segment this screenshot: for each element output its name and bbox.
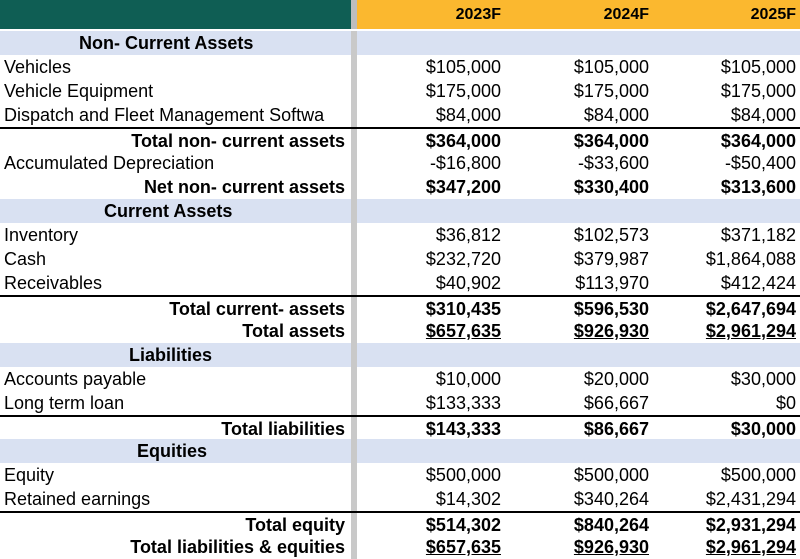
section-cell[interactable] — [357, 31, 505, 55]
row-label[interactable]: Net non- current assets — [143, 177, 345, 197]
section-row-liabilities — [0, 343, 800, 367]
value-2024[interactable]: $379,987 — [573, 249, 649, 269]
section-title-equities: Equities — [137, 441, 208, 461]
row-label[interactable]: Inventory — [4, 225, 79, 245]
row-net-noncurrent — [0, 175, 800, 199]
year-2023-header[interactable]: 2023F — [357, 0, 505, 29]
row-label[interactable]: Cash — [4, 249, 47, 269]
value-2024[interactable]: $340,264 — [573, 489, 649, 509]
section-cell[interactable] — [653, 343, 800, 367]
row-label[interactable]: Retained earnings — [4, 489, 151, 509]
value-2024[interactable]: $175,000 — [573, 81, 649, 101]
row-label[interactable]: Dispatch and Fleet Management Softwa — [4, 105, 325, 125]
row-retained-earnings — [0, 487, 800, 511]
section-title-current: Current Assets — [104, 201, 233, 221]
section-cell[interactable] — [505, 343, 653, 367]
value-2025[interactable]: $2,931,294 — [705, 515, 796, 535]
value-2024[interactable]: -$33,600 — [577, 153, 649, 173]
section-cell[interactable] — [653, 31, 800, 55]
row-accounts-payable — [0, 367, 800, 391]
value-2025[interactable]: $412,424 — [720, 273, 796, 293]
row-label[interactable]: Total assets — [242, 321, 345, 341]
row-label[interactable]: Accounts payable — [4, 369, 147, 389]
value-2025[interactable]: $175,000 — [720, 81, 796, 101]
section-cell[interactable] — [357, 343, 505, 367]
row-label[interactable]: Accumulated Depreciation — [4, 153, 215, 173]
value-2024[interactable]: $86,667 — [583, 419, 649, 439]
value-2023[interactable]: $14,302 — [435, 489, 501, 509]
value-2023[interactable]: $175,000 — [425, 81, 501, 101]
value-2025[interactable]: -$50,400 — [724, 153, 796, 173]
value-2024[interactable]: $364,000 — [573, 131, 649, 151]
value-2024[interactable]: $20,000 — [583, 369, 649, 389]
row-label[interactable]: Total current- assets — [169, 299, 345, 319]
value-2023[interactable]: $10,000 — [435, 369, 501, 389]
row-label[interactable]: Total non- current assets — [131, 131, 345, 151]
value-2023[interactable]: $657,635 — [425, 537, 501, 557]
value-2025[interactable]: $2,961,294 — [705, 321, 796, 341]
row-label[interactable]: Receivables — [4, 273, 103, 293]
row-label[interactable]: Equity — [4, 465, 55, 485]
header-corner-cell[interactable] — [0, 0, 351, 29]
row-total-assets — [0, 319, 800, 343]
section-cell[interactable] — [357, 199, 505, 223]
value-2025[interactable]: $105,000 — [720, 57, 796, 77]
section-cell-liabilities[interactable] — [0, 343, 351, 367]
row-long-term-loan — [0, 391, 800, 415]
section-cell[interactable] — [505, 31, 653, 55]
header-row — [0, 0, 800, 29]
row-total-current — [0, 295, 800, 321]
year-2025-header[interactable]: 2025F — [653, 0, 800, 29]
value-2025[interactable]: $2,961,294 — [705, 537, 796, 557]
row-total-liabilities — [0, 415, 800, 441]
row-cash — [0, 247, 800, 271]
section-cell[interactable] — [653, 439, 800, 463]
row-total-equity — [0, 511, 800, 537]
section-cell[interactable] — [505, 199, 653, 223]
row-label[interactable]: Long term loan — [4, 393, 125, 413]
value-2025[interactable]: $313,600 — [720, 177, 796, 197]
value-2023[interactable]: $143,333 — [425, 419, 501, 439]
value-2024[interactable]: $113,970 — [575, 273, 649, 293]
value-2025[interactable]: $84,000 — [730, 105, 796, 125]
section-title-liabilities: Liabilities — [129, 345, 213, 365]
value-2024[interactable]: $926,930 — [573, 321, 649, 341]
value-2023[interactable]: $232,720 — [425, 249, 501, 269]
section-title-noncurrent: Non- Current Assets — [79, 33, 254, 53]
value-2023[interactable]: -$16,800 — [429, 153, 501, 173]
value-2025[interactable]: $30,000 — [730, 369, 796, 389]
section-row-equities — [0, 439, 800, 463]
row-total-noncurrent — [0, 127, 800, 153]
value-2024[interactable]: $500,000 — [573, 465, 649, 485]
value-2025[interactable]: $500,000 — [720, 465, 796, 485]
value-2024[interactable]: $105,000 — [573, 57, 649, 77]
section-cell-equities[interactable] — [0, 439, 351, 463]
section-cell[interactable] — [505, 439, 653, 463]
value-2025[interactable]: $1,864,088 — [705, 249, 796, 269]
row-label[interactable]: Vehicle Equipment — [4, 81, 154, 101]
row-label[interactable]: Total liabilities & equities — [130, 537, 345, 557]
value-2023[interactable]: $36,812 — [435, 225, 501, 245]
value-2024[interactable]: $66,667 — [583, 393, 649, 413]
value-2025[interactable]: $371,182 — [720, 225, 796, 245]
value-2024[interactable]: $596,530 — [573, 299, 649, 319]
section-cell[interactable] — [357, 439, 505, 463]
row-total-liabilities-equities — [0, 535, 800, 559]
value-2023[interactable]: $105,000 — [425, 57, 501, 77]
row-label[interactable]: Total liabilities — [221, 419, 345, 439]
value-2024[interactable]: $102,573 — [573, 225, 649, 245]
row-inventory — [0, 223, 800, 247]
value-2025[interactable]: $364,000 — [720, 131, 796, 151]
year-2024-header[interactable]: 2024F — [505, 0, 653, 29]
row-accumulated-depreciation — [0, 151, 800, 175]
value-2023[interactable]: $657,635 — [425, 321, 501, 341]
section-row-noncurrent — [0, 31, 800, 55]
value-2025[interactable]: $2,647,694 — [705, 299, 796, 319]
value-2023[interactable]: $310,435 — [425, 299, 501, 319]
value-2024[interactable]: $926,930 — [573, 537, 649, 557]
value-2023[interactable]: $500,000 — [425, 465, 501, 485]
row-dispatch-software — [0, 103, 800, 127]
section-row-current — [0, 199, 800, 223]
row-receivables — [0, 271, 800, 295]
row-label[interactable]: Total equity — [245, 515, 345, 535]
row-equity — [0, 463, 800, 487]
value-2023[interactable]: $133,333 — [425, 393, 501, 413]
value-2023[interactable]: $84,000 — [435, 105, 501, 125]
value-2024[interactable]: $330,400 — [573, 177, 649, 197]
value-2023[interactable]: $40,902 — [435, 273, 501, 293]
value-2025[interactable]: $2,431,294 — [705, 489, 796, 509]
section-cell[interactable] — [653, 199, 800, 223]
row-vehicle-equipment — [0, 79, 800, 103]
section-cell-current[interactable] — [0, 199, 351, 223]
row-label[interactable]: Vehicles — [4, 57, 72, 77]
value-2025[interactable]: $0 — [775, 393, 796, 413]
value-2023[interactable]: $347,200 — [425, 177, 501, 197]
section-cell-noncurrent[interactable] — [0, 31, 351, 55]
value-2025[interactable]: $30,000 — [730, 419, 796, 439]
value-2023[interactable]: $514,302 — [425, 515, 501, 535]
value-2024[interactable]: $840,264 — [573, 515, 649, 535]
row-vehicles — [0, 55, 800, 79]
value-2023[interactable]: $364,000 — [425, 131, 501, 151]
value-2024[interactable]: $84,000 — [583, 105, 649, 125]
